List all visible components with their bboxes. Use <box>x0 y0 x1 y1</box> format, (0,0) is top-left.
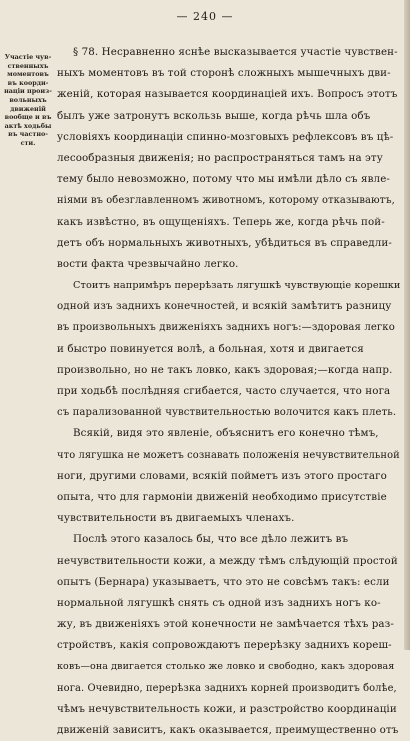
text-line: чувствительности въ двигаемыхъ членахъ. <box>57 512 295 525</box>
margin-note-line: сти. <box>20 138 36 147</box>
page-edge <box>404 0 410 650</box>
text-line: опыта, что для гармоніи движеній необходимо присутствіе <box>57 490 387 503</box>
text-line: Стоитъ напримѣръ перерѣзать лягушкѣ чувствующіе корешки <box>73 280 400 292</box>
text-line: лесообразныя движенія; но распространяться тамъ на эту <box>57 151 383 164</box>
text-line: Всякій, видя это явленіе, объяснитъ его конечно тѣмъ, <box>73 427 379 440</box>
text-line: Послѣ этого казалось бы, что все дѣло лежитъ въ <box>73 533 349 546</box>
text-line: произвольно, но не такъ ловко, какъ здоровая;—когда напр. <box>57 363 393 376</box>
text-line: тему было невозможно, потому что мы имѣли дѣло съ явле- <box>57 173 390 186</box>
text-line: опытъ (Бернара) указываетъ, что это не совсѣмъ такъ: если <box>57 575 390 588</box>
margin-note-line: актѣ ходьбы <box>4 121 52 130</box>
text-line: ніями въ обезглавленномъ животномъ, которому отказываютъ, <box>57 195 395 207</box>
text-line: при ходьбѣ послѣдняя сгибается, часто случается, что нога <box>57 385 391 397</box>
margin-note-line: Участіе чув- <box>4 53 52 61</box>
text-line: одной изъ заднихъ конечностей, и всякій замѣтитъ разницу <box>57 300 392 313</box>
text-line: ковъ—она двигается столько же ловко и свободно, какъ здоровая <box>57 661 395 673</box>
text-line: детъ объ нормальныхъ животныхъ, убѣдиться въ справедли- <box>57 236 392 249</box>
text-line: и быстро повинуется волѣ, а больная, хотя и двигается <box>57 342 364 355</box>
text-line: § 78. Несравненно яснѣе высказывается участіе чувствен- <box>73 46 398 58</box>
margin-note-line: въ частно- <box>8 130 48 139</box>
body-text <box>57 42 400 741</box>
text-line: женій, которая называется координаціей ихъ. Вопросъ этотъ <box>57 88 398 101</box>
text-line: что лягушка не можетъ сознавать положенія нечувствительной <box>57 449 400 461</box>
margin-note-line: вообще и въ <box>4 113 52 122</box>
text-line: нормальной лягушкѣ снять съ одной изъ заднихъ ногъ ко- <box>57 596 381 609</box>
text-line: ноги, другими словами, всякій пойметъ изъ этого простаго <box>57 469 387 482</box>
text-line: жу, въ движеніяхъ этой конечности не замѣчается тѣхъ раз- <box>57 618 394 631</box>
text-line: былъ уже затронутъ вскользь выше, когда рѣчь шла объ <box>57 109 371 122</box>
text-line: ныхъ моментовъ въ той сторонѣ сложныхъ мышечныхъ дви- <box>57 67 391 80</box>
text-line: какъ извѣстно, въ ощущеніяхъ. Теперь же, когда рѣчь пой- <box>57 215 385 228</box>
margin-note-line: вольныхъ <box>9 95 47 104</box>
margin-note-line: движеній <box>10 104 46 113</box>
text-line: движеній зависитъ, какъ оказывается, преимущественно отъ <box>57 724 399 736</box>
margin-note-line: моментовъ <box>7 70 49 79</box>
text-line: въ произвольныхъ движеніяхъ заднихъ ногъ:—здоровая легко <box>57 322 395 334</box>
margin-note <box>3 53 53 148</box>
text-line: чѣмъ нечувствительность кожи, и разстройство координаціи <box>57 702 397 715</box>
margin-note-line: ственныхъ <box>7 61 49 70</box>
text-line: стройствъ, какія сопровождаютъ перерѣзку заднихъ кореш- <box>57 639 392 652</box>
text-line: съ парализованной чувствительностью волочится какъ плеть. <box>57 407 397 419</box>
margin-note-line: въ коорди- <box>7 78 49 87</box>
text-line: вости факта чрезвычайно легко. <box>57 257 239 270</box>
text-line: нечувствительности кожи, а между тѣмъ слѣдующій простой <box>57 554 398 567</box>
text-line: нога. Очевидно, перерѣзка заднихъ корней производитъ болѣе, <box>57 682 397 694</box>
text-line: условіяхъ координаціи спинно-мозговыхъ рефлексовъ въ цѣ- <box>57 130 394 143</box>
page-number: — 240 — <box>176 10 234 23</box>
margin-note-line: націи произ- <box>4 87 52 96</box>
